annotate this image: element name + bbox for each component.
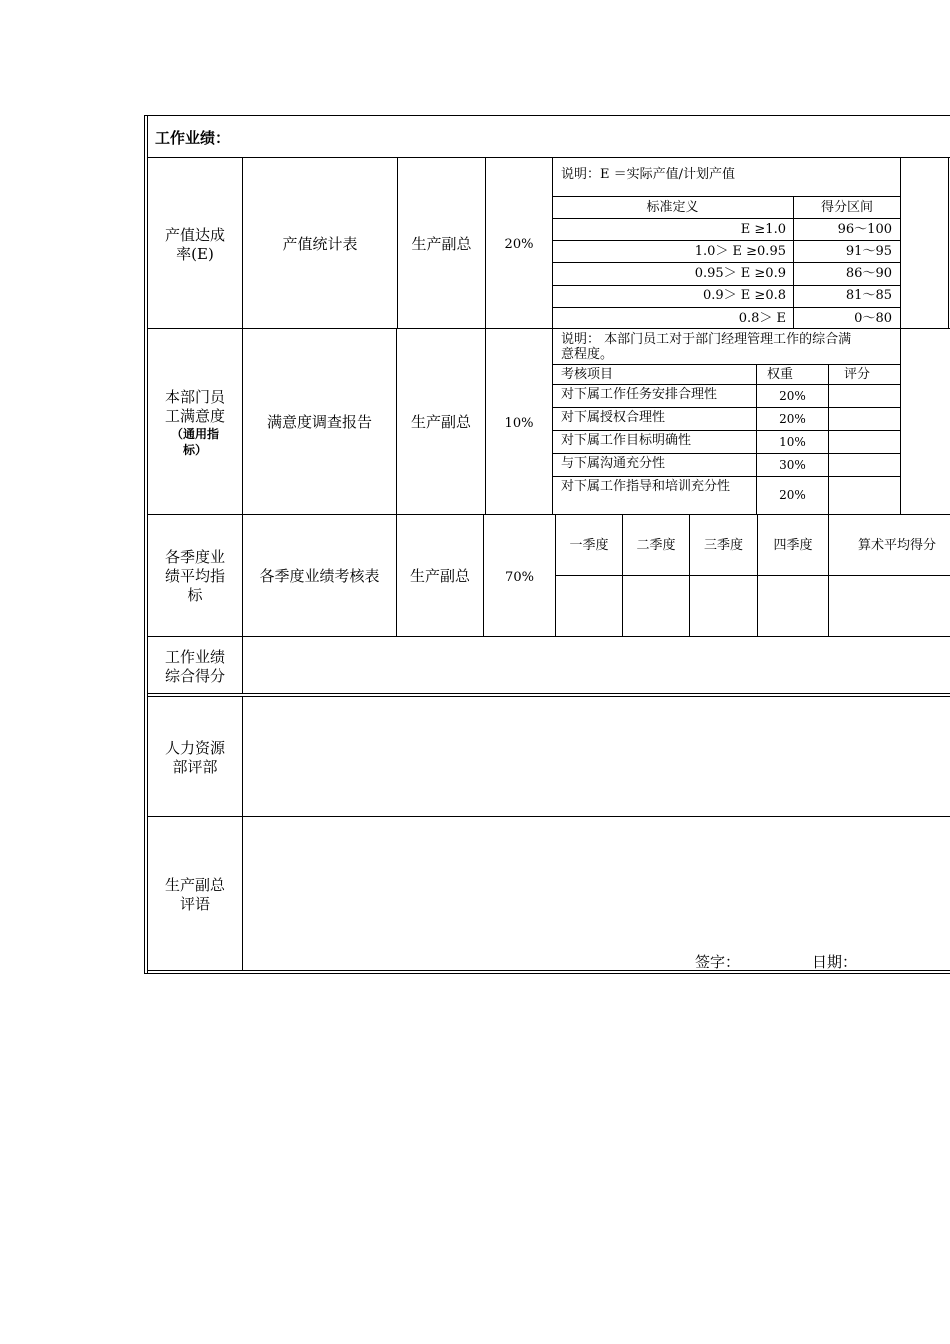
row2-th-weight: 权重 xyxy=(766,367,793,382)
row3-assessor: 生产副总 xyxy=(409,567,470,585)
row1-def-3: 0.95＞ E ≥0.9 xyxy=(694,266,786,281)
row3-q4: 四季度 xyxy=(773,538,813,553)
col-line-right xyxy=(948,157,949,329)
row1-score-3: 86～90 xyxy=(845,266,892,281)
row2-sub-v2 xyxy=(828,364,829,515)
row2-weight-2: 20% xyxy=(779,412,806,426)
row2-source: 满意度调查报告 xyxy=(266,413,372,431)
row3-q2: 二季度 xyxy=(636,538,676,553)
divider-title xyxy=(147,157,950,158)
hr-label-line2: 部评部 xyxy=(172,758,218,776)
row1-source: 产值统计表 xyxy=(282,235,358,253)
row3-weight: 70% xyxy=(505,570,534,585)
row1-indicator-line1: 产值达成 xyxy=(164,226,225,244)
row3-q3: 三季度 xyxy=(703,538,743,553)
row1-def-4: 0.9＞ E ≥0.8 xyxy=(703,288,786,303)
row2-item-3: 对下属工作目标明确性 xyxy=(561,433,692,448)
row2-sub-top xyxy=(552,364,900,365)
row3-q-v3 xyxy=(757,515,758,637)
row1-score-1: 96～100 xyxy=(837,222,892,237)
row2-weight: 10% xyxy=(504,416,534,431)
frame-top xyxy=(144,115,950,116)
divider-summary-2 xyxy=(147,696,950,697)
vp-col-line xyxy=(242,816,243,971)
vp-label-line2: 评语 xyxy=(179,895,210,913)
row3-q1: 一季度 xyxy=(569,538,609,553)
divider-row2 xyxy=(147,514,950,515)
frame-left-outer xyxy=(144,115,145,974)
row2-sub-h4 xyxy=(552,453,900,454)
col-line-4b xyxy=(555,515,556,637)
row1-sub-top xyxy=(552,196,900,197)
row1-def-5: 0.8＞ E xyxy=(738,311,786,326)
row2-sub-h5 xyxy=(552,476,900,477)
vp-label-line1: 生产副总 xyxy=(164,876,225,894)
signature-label: 签字： xyxy=(695,953,741,971)
frame-bottom-outer xyxy=(144,973,950,974)
row2-indicator-line1: 本部门员 xyxy=(164,388,225,406)
hr-col-line xyxy=(242,697,243,817)
date-label: 日期： xyxy=(812,953,858,971)
row2-note-line1: 说明： 本部门员工对于部门经理管理工作的综合满 xyxy=(561,332,852,347)
row3-q-h xyxy=(555,575,950,576)
row2-weight-4: 30% xyxy=(779,458,806,472)
col-line-2b xyxy=(396,329,397,637)
row1-sub-h1 xyxy=(552,218,900,219)
row3-q-v4 xyxy=(828,515,829,637)
row2-indicator-line2: 工满意度 xyxy=(164,407,225,425)
row1-score-5: 0～80 xyxy=(854,311,892,326)
row1-th-score: 得分区间 xyxy=(820,200,873,215)
row1-note: 说明：E ＝实际产值/计划产值 xyxy=(561,167,736,182)
row2-note-line2: 意程度。 xyxy=(561,347,614,362)
row1-sub-h3 xyxy=(552,262,900,263)
row2-item-5: 对下属工作指导和培训充分性 xyxy=(561,479,731,494)
hr-label-line1: 人力资源 xyxy=(164,739,225,757)
row2-sub-h2 xyxy=(552,407,900,408)
row1-assessor: 生产副总 xyxy=(411,235,472,253)
row2-item-4: 与下属沟通充分性 xyxy=(561,456,666,471)
row1-def-2: 1.0＞ E ≥0.95 xyxy=(694,244,786,259)
row3-indicator-line2: 绩平均指 xyxy=(164,567,225,585)
row2-indicator-tag1: （通用指 xyxy=(170,427,219,441)
row2-item-2: 对下属授权合理性 xyxy=(561,410,666,425)
col-line-3a xyxy=(485,157,486,515)
row2-sub-h3 xyxy=(552,430,900,431)
row1-sub-h5 xyxy=(552,307,900,308)
divider-hr xyxy=(147,816,950,817)
section-title: 工作业绩： xyxy=(155,129,231,147)
row3-q-v2 xyxy=(689,515,690,637)
row1-sub-h2 xyxy=(552,240,900,241)
row2-weight-3: 10% xyxy=(779,435,806,449)
row1-score-4: 81～85 xyxy=(845,288,892,303)
row2-weight-5: 20% xyxy=(779,488,806,502)
row1-def-1: E ≥1.0 xyxy=(740,222,786,237)
summary-label-line1: 工作业绩 xyxy=(164,648,225,666)
row1-weight: 20% xyxy=(504,237,534,252)
row1-th-def: 标准定义 xyxy=(646,200,699,215)
row2-th-item: 考核项目 xyxy=(561,367,614,382)
row3-avg: 算术平均得分 xyxy=(858,538,937,553)
col-line-5 xyxy=(900,157,901,515)
row2-indicator-tag2: 标） xyxy=(182,443,207,457)
row2-sub-h1 xyxy=(552,384,900,385)
row1-sub-h4 xyxy=(552,285,900,286)
summary-col-line xyxy=(242,636,243,694)
col-line-1 xyxy=(242,157,243,637)
row3-indicator-line3: 标 xyxy=(187,586,203,604)
summary-label-line2: 综合得分 xyxy=(164,667,225,685)
row2-th-score: 评分 xyxy=(843,367,870,382)
row2-item-1: 对下属工作任务安排合理性 xyxy=(561,387,718,402)
row1-score-2: 91～95 xyxy=(845,244,892,259)
row2-weight-1: 20% xyxy=(779,389,806,403)
row3-q-v1 xyxy=(622,515,623,637)
row1-indicator-line2: 率(E) xyxy=(176,245,214,263)
divider-summary-1 xyxy=(147,693,950,694)
divider-row3 xyxy=(147,636,950,637)
row3-source: 各季度业绩考核表 xyxy=(259,567,380,585)
row2-assessor: 生产副总 xyxy=(410,413,471,431)
divider-row1 xyxy=(147,328,950,329)
row3-indicator-line1: 各季度业 xyxy=(164,548,225,566)
